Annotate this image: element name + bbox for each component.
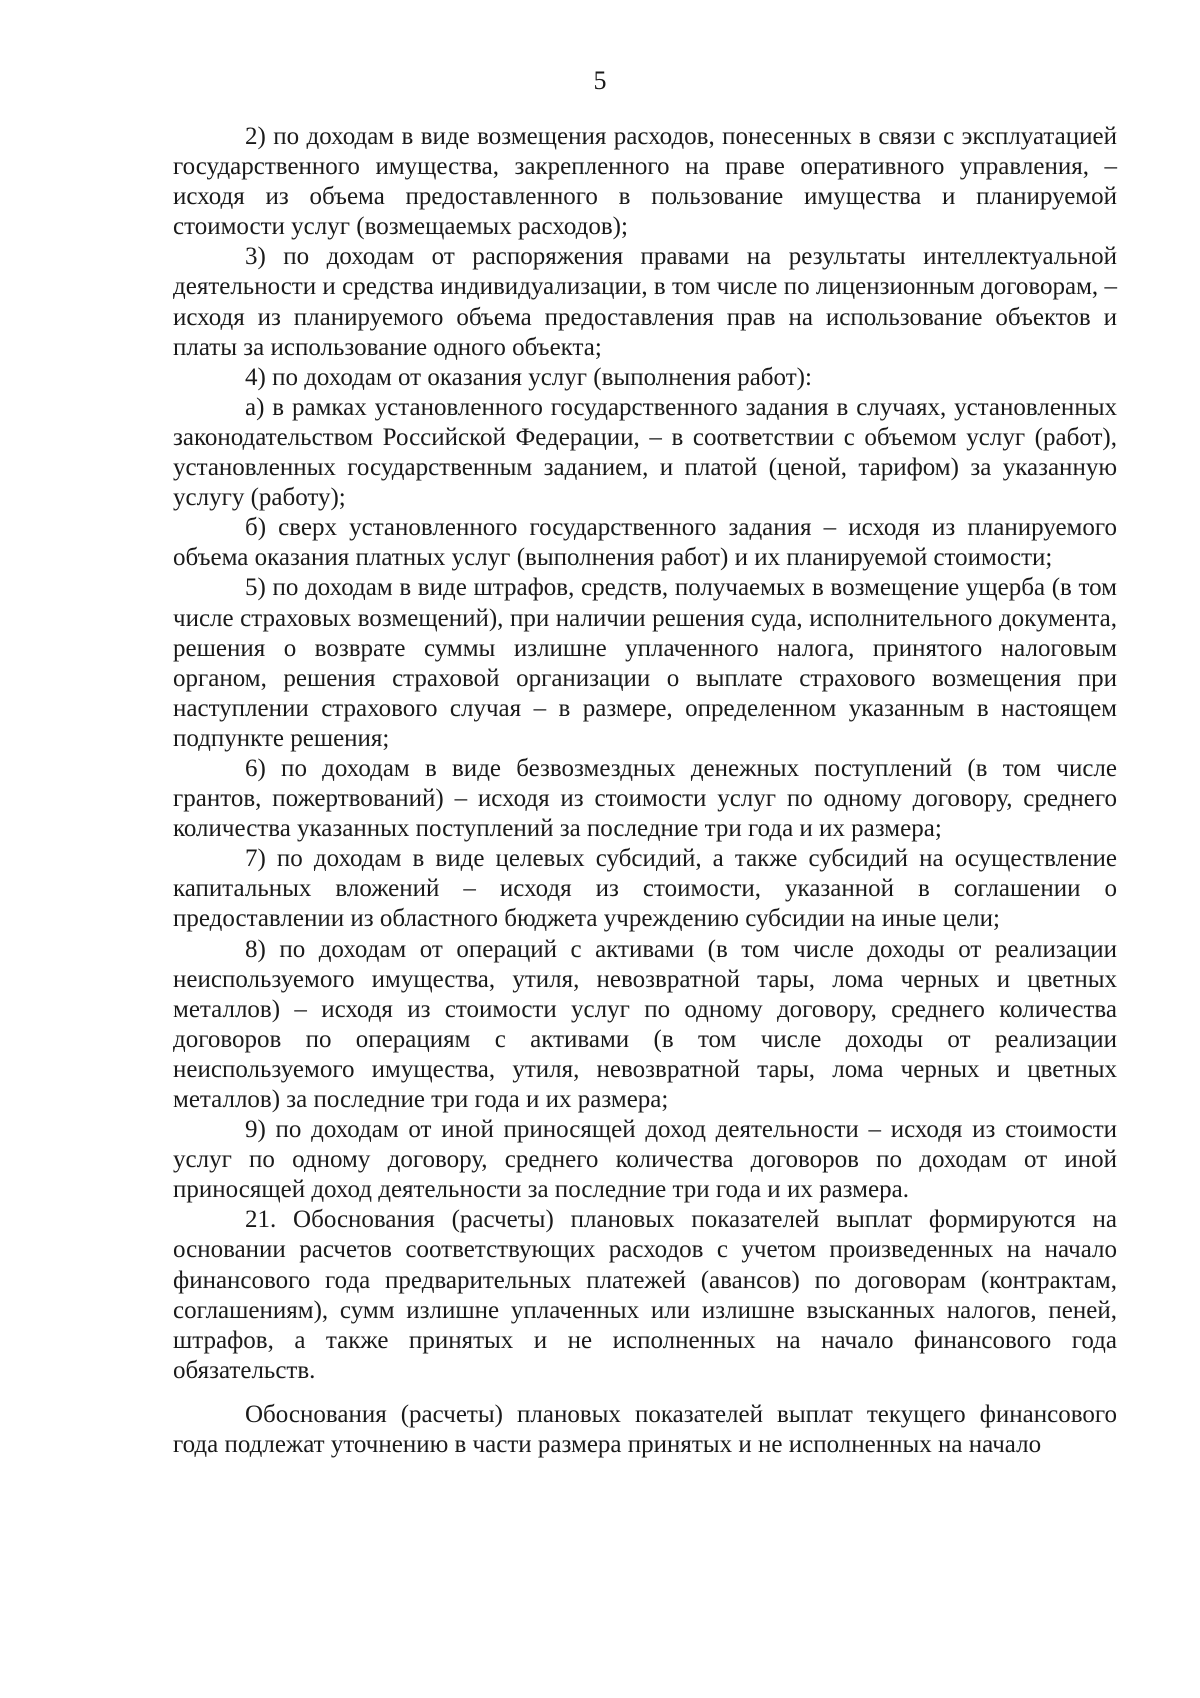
page-number: 5	[593, 66, 607, 95]
paragraph-section-21: 21. Обоснования (расчеты) плановых показателей выплат формируются на основании расчетов соответствующих расходов с учетом произведенных на начало финансового года предварительных платежей (авансов) по договорам (контрактам, соглашениям), сумм излишне уплаченных или излишне взысканных налогов, пеней, штрафов, а также принятых и не исполненных на начало финансового года обязательств.	[173, 1206, 1117, 1384]
paragraph-continuation: Обоснования (расчеты) плановых показателей выплат текущего финансового года подлежат уточнению в части размера принятых и не исполненных на начало	[173, 1400, 1117, 1459]
document-body	[173, 122, 1117, 1460]
paragraph-item-7: 7) по доходам в виде целевых субсидий, а также субсидий на осуществление капитальных вложений – исходя из стоимости, указанной в соглашении о предоставлении из областного бюджета учреждению субсидии на иные цели;	[173, 845, 1117, 933]
paragraph-item-3: 3) по доходам от распоряжения правами на результаты интеллектуальной деятельности и средства индивидуализации, в том числе по лицензионным договорам, – исходя из планируемого объема предоставления прав на использование объектов и платы за использование одного объекта;	[173, 243, 1117, 361]
paragraph-item-5: 5) по доходам в виде штрафов, средств, получаемых в возмещение ущерба (в том числе страховых возмещений), при наличии решения суда, исполнительного документа, решения о возврате суммы излишне уплаченного налога, принятого налоговым органом, решения страховой организации о выплате страхового возмещения при наступлении страхового случая – в размере, определенном указанным в настоящем подпункте решения;	[173, 574, 1117, 752]
paragraph-item-8: 8) по доходам от операций с активами (в том числе доходы от реализации неиспользуемого имущества, утиля, невозвратной тары, лома черных и цветных металлов) – исходя из стоимости услуг по одному договору, среднего количества договоров по операциям с активами (в том числе доходы от реализации неиспользуемого имущества, утиля, невозвратной тары, лома черных и цветных металлов) за последние три года и их размера;	[173, 935, 1117, 1113]
paragraph-subitem-b: б) сверх установленного государственного задания – исходя из планируемого объема оказания платных услуг (выполнения работ) и их планируемой стоимости;	[173, 514, 1117, 572]
paragraph-item-4: 4) по доходам от оказания услуг (выполнения работ):	[245, 363, 812, 391]
paragraph-item-6: 6) по доходам в виде безвозмездных денежных поступлений (в том числе грантов, пожертвований) – исходя из стоимости услуг по одному договору, среднего количества указанных поступлений за последние три года и их размера;	[173, 754, 1117, 843]
paragraph-item-9: 9) по доходам от иной приносящей доход деятельности – исходя из стоимости услуг по одному договору, среднего количества договоров по доходам от иной приносящей доход деятельности за последние три года и их размера.	[173, 1116, 1117, 1204]
paragraph-subitem-a: а) в рамках установленного государственного задания в случаях, установленных законодательством Российской Федерации, – в соответствии с объемом услуг (работ), установленных государственным заданием, и платой (ценой, тарифом) за указанную услугу (работу);	[173, 393, 1117, 512]
paragraph-item-2: 2) по доходам в виде возмещения расходов, понесенных в связи с эксплуатацией государственного имущества, закрепленного на праве оперативного управления, – исходя из объема предоставленного в пользование имущества и планируемой стоимости услуг (возмещаемых расходов);	[173, 123, 1117, 241]
